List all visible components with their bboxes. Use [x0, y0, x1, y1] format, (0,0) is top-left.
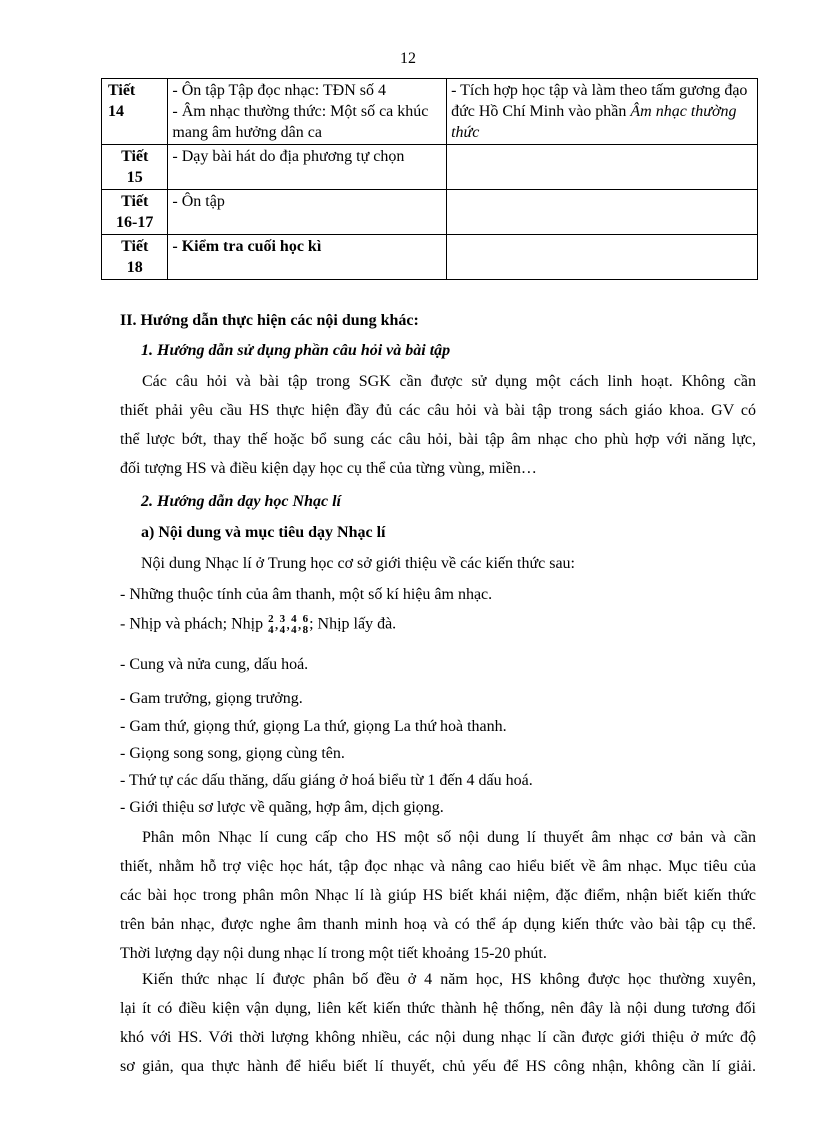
- paragraph-line: các bài học trong phân môn Nhạc lí là giúp HS biết khái niệm, đặc điểm, nhận biết kiến thức: [120, 887, 756, 904]
- note-italic-text: Âm nhạc thường thức: [451, 103, 737, 141]
- paragraph-line: Thời lượng dạy nội dung nhạc lí trong một tiết khoảng 15-20 phút.: [120, 945, 547, 962]
- note-text: - Tích hợp học tập và làm theo tấm gương đạo đức Hồ Chí Minh vào phần: [451, 82, 748, 120]
- subsection-heading: 2. Hướng dẫn dạy học Nhạc lí: [141, 493, 341, 510]
- time-signature: [303, 614, 309, 636]
- list-item: - Gam thứ, giọng thứ, giọng La thứ, giọng La thứ hoà thanh.: [120, 718, 507, 735]
- list-item-text: - Nhịp và phách; Nhịp: [120, 615, 268, 633]
- list-item: - Gam trưởng, giọng trưởng.: [120, 690, 303, 707]
- period-label: Tiết: [121, 148, 149, 165]
- time-signature-denominator: 4: [279, 624, 286, 636]
- period-cell: [102, 190, 168, 235]
- list-item-time-signatures: [120, 614, 396, 636]
- content-cell: - Kiểm tra cuối học kì: [168, 235, 447, 280]
- table-row: [102, 235, 758, 280]
- period-number: 15: [126, 169, 143, 186]
- list-item: - Những thuộc tính của âm thanh, một số kí hiệu âm nhạc.: [120, 586, 493, 603]
- separator: ,: [286, 615, 291, 633]
- time-signature: [280, 614, 286, 636]
- paragraph-line: khó với HS. Với thời lượng không nhiều, các nội dung nhạc lí cần được giới thiệu ở mức độ: [120, 1029, 756, 1046]
- table-row: [102, 190, 758, 235]
- period-cell: [102, 235, 168, 280]
- period-number: 18: [126, 259, 143, 276]
- lesson-plan-table: [101, 78, 758, 280]
- time-signature-numerator: 4: [291, 613, 297, 625]
- separator: ,: [297, 615, 302, 633]
- note-cell: [447, 79, 758, 145]
- subsection-heading: a) Nội dung và mục tiêu dạy Nhạc lí: [141, 524, 386, 541]
- subsection-heading: 1. Hướng dẫn sử dụng phần câu hỏi và bài tập: [141, 342, 451, 359]
- time-signature-numerator: 3: [279, 613, 286, 625]
- list-item: - Thứ tự các dấu thăng, dấu giáng ở hoá biểu từ 1 đến 4 dấu hoá.: [120, 772, 533, 789]
- list-item: - Giới thiệu sơ lược về quãng, hợp âm, dịch giọng.: [120, 799, 444, 816]
- list-item: - Cung và nửa cung, dấu hoá.: [120, 656, 309, 673]
- period-label: Tiết: [108, 82, 136, 99]
- note-cell: [447, 145, 758, 190]
- period-label: Tiết: [121, 193, 149, 210]
- paragraph-questions: [120, 367, 756, 483]
- intro-text: Nội dung Nhạc lí ở Trung học cơ sở giới thiệu về các kiến thức sau:: [141, 555, 575, 572]
- period-number: 16-17: [116, 214, 154, 231]
- separator: ;: [309, 615, 314, 633]
- period-cell: [102, 145, 168, 190]
- paragraph-line: thiết phải yêu cầu HS thực hiện đầy đủ các câu hỏi và bài tập trong sách giáo khoa. GV có: [120, 402, 756, 419]
- list-item-text: Nhịp lấy đà.: [313, 615, 397, 633]
- paragraph-line: thể lược bớt, thay thế hoặc bổ sung các câu hỏi, bài tập âm nhạc cho phù hợp với năng lực,: [120, 431, 756, 448]
- page-number: 12: [400, 50, 416, 67]
- period-number: 14: [108, 103, 124, 120]
- paragraph-line: Các câu hỏi và bài tập trong SGK cần được sử dụng một cách linh hoạt. Không cần: [142, 373, 756, 390]
- list-item: - Giọng song song, giọng cùng tên.: [120, 745, 345, 762]
- table-row: [102, 79, 758, 145]
- content-line: - Âm nhạc thường thức: Một số ca khúc mang âm hưởng dân ca: [172, 103, 429, 141]
- time-signature: [291, 614, 297, 636]
- paragraph-line: Kiến thức nhạc lí được phân bố đều ở 4 năm học, HS không được học thường xuyên,: [142, 971, 756, 988]
- section-heading: II. Hướng dẫn thực hiện các nội dung khác:: [120, 312, 419, 329]
- paragraph-line: sơ giản, qua thực hành để hiểu biết lí thuyết, chủ yếu để HS công nhận, không cần lí giải.: [120, 1058, 756, 1075]
- paragraph-line: thiết, nhằm hỗ trợ việc học hát, tập đọc nhạc và nâng cao hiểu biết về âm nhạc. Mục tiêu của: [120, 858, 756, 875]
- time-signature-denominator: 4: [268, 624, 274, 636]
- content-line: - Ôn tập Tập đọc nhạc: TĐN số 4: [172, 82, 386, 99]
- paragraph-line: trên bản nhạc, được nghe âm thanh minh hoạ và có thể áp dụng kiến thức vào bài tập cụ thể.: [120, 916, 756, 933]
- paragraph-purpose: [120, 823, 756, 968]
- content-cell: [168, 79, 447, 145]
- time-signature-denominator: 4: [291, 624, 297, 636]
- time-signature-numerator: 6: [302, 613, 309, 625]
- content-cell: - Dạy bài hát do địa phương tự chọn: [168, 145, 447, 190]
- time-signature-numerator: 2: [268, 613, 274, 625]
- content-cell: - Ôn tập: [168, 190, 447, 235]
- paragraph-line: lại ít có điều kiện vận dụng, liên kết kiến thức thành hệ thống, nên đây là nội dung tương đối: [120, 1000, 756, 1017]
- period-label: Tiết: [121, 238, 149, 255]
- paragraph-line: Phân môn Nhạc lí cung cấp cho HS một số nội dung lí thuyết âm nhạc cơ bản và cần: [142, 829, 756, 846]
- note-cell: [447, 235, 758, 280]
- table-row: [102, 145, 758, 190]
- time-signature-denominator: 8: [302, 624, 309, 636]
- time-signature: [268, 614, 274, 636]
- paragraph-difficulty: [120, 965, 756, 1081]
- separator: ,: [274, 615, 279, 633]
- note-cell: [447, 190, 758, 235]
- paragraph-line: đối tượng HS và điều kiện dạy học cụ thể của từng vùng, miền…: [120, 460, 537, 477]
- period-cell: [102, 79, 168, 145]
